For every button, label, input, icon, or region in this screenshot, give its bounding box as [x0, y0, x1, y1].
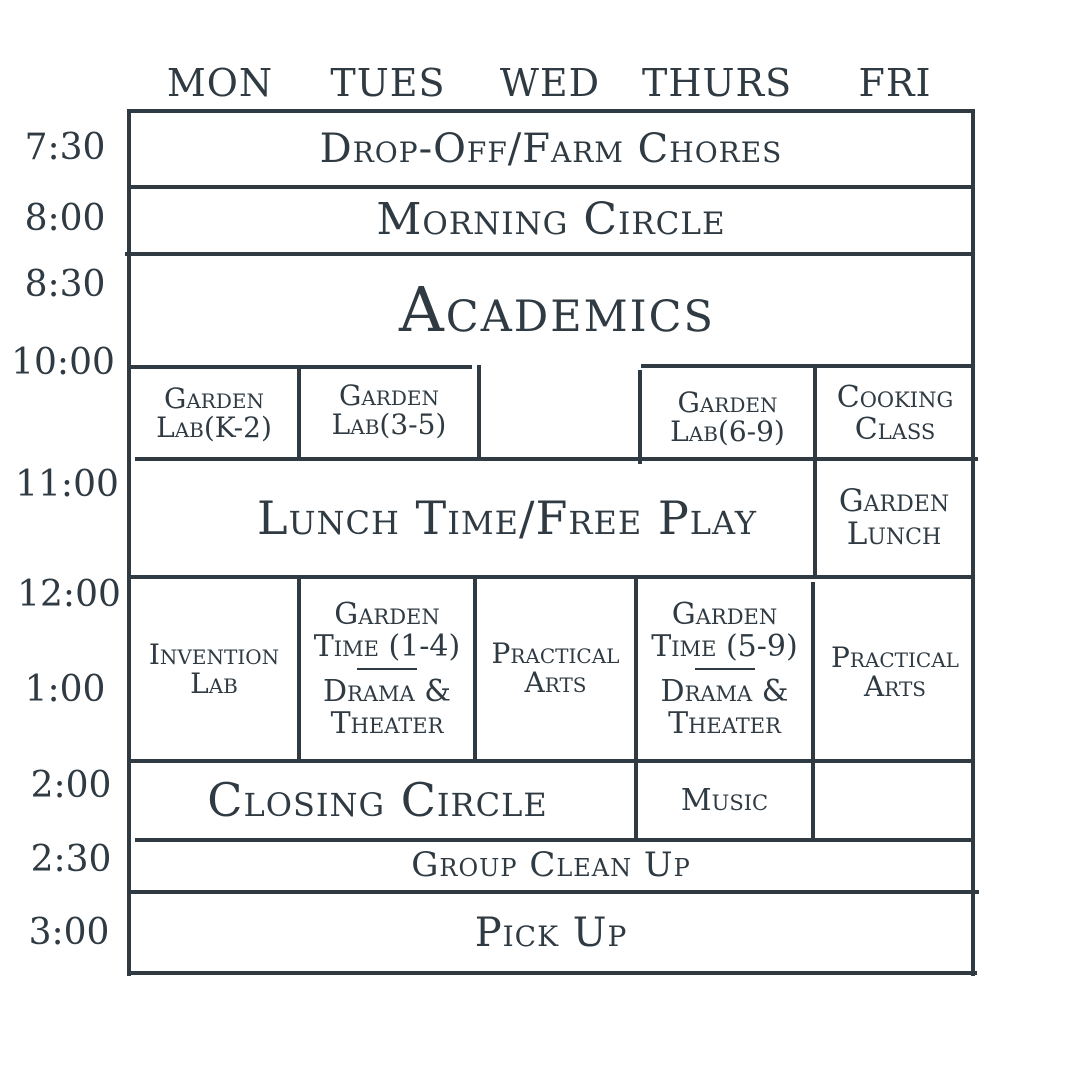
divider [695, 668, 755, 670]
time-label-1100: 11:00 [15, 464, 119, 505]
block-label-line1: Invention [148, 637, 280, 671]
block-label: Drop-Off/Farm Chores [319, 126, 783, 172]
block-label: Lunch Time/Free Play [257, 490, 757, 545]
block-label: Academics [399, 273, 715, 347]
block-garden-lunch [817, 461, 971, 575]
grid-line [477, 365, 481, 459]
time-label-830: 8:30 [24, 264, 106, 305]
day-header-thurs: THURS [642, 61, 793, 105]
block-label-line2: Class [854, 411, 936, 447]
time-label-100: 1:00 [24, 669, 106, 710]
block-garden-time-drama-thu [638, 579, 811, 759]
day-header-wed: WED [499, 61, 601, 105]
time-label-230: 2:30 [30, 839, 112, 880]
block-label: Pick Up [474, 909, 628, 956]
grid-line [127, 971, 977, 975]
day-header-tues: TUES [330, 61, 446, 105]
block-academics [131, 256, 971, 364]
time-label-1000: 10:00 [11, 342, 115, 383]
block-label-line1: Garden [334, 597, 440, 632]
block-label-line2: Lab(K-2) [156, 411, 272, 444]
block-label-line2: Lab(6-9) [670, 415, 785, 448]
block-label-line1: Practical [831, 641, 959, 674]
block-garden-lab-35 [301, 369, 477, 451]
block-label-line2: Time (1-4) [313, 628, 461, 664]
block-practical-arts-fri [815, 579, 975, 759]
block-label-line1: Cooking [836, 380, 954, 415]
grid-line [971, 109, 975, 976]
block-lunch-free-play [131, 461, 813, 575]
block-label-line3: Drama & [323, 674, 451, 709]
block-invention-lab [131, 579, 297, 759]
block-label-line1: Garden [838, 483, 950, 520]
block-pick-up [131, 894, 971, 971]
block-label: Group Clean Up [411, 845, 691, 886]
block-label-line1: Garden [671, 597, 778, 632]
time-label-1200: 12:00 [17, 574, 121, 615]
block-label-line2: Lab(3-5) [331, 408, 447, 441]
block-label: Morning Circle [376, 194, 726, 246]
block-group-clean-up [131, 842, 971, 890]
day-header-mon: MON [166, 61, 274, 105]
time-label-300: 3:00 [28, 912, 110, 953]
block-label-line1: Garden [677, 385, 778, 419]
block-practical-arts-wed [477, 579, 634, 759]
block-label-line2: Arts [524, 666, 587, 700]
block-drop-off [131, 113, 971, 185]
block-label-line1: Practical [491, 637, 620, 670]
block-label-line4: Theater [668, 705, 781, 741]
grid-line [641, 364, 975, 368]
block-label: Music [680, 782, 769, 818]
block-music [638, 763, 811, 838]
block-label-line2: Time (5-9) [651, 628, 798, 664]
day-header-fri: FRI [858, 61, 932, 105]
block-label-line4: Theater [330, 705, 444, 741]
block-label-line3: Drama & [660, 674, 789, 709]
block-label-line2: Arts [864, 670, 926, 704]
block-cooking-class [815, 370, 975, 457]
time-label-200: 2:00 [30, 765, 112, 806]
block-label: Closing Circle [207, 773, 548, 828]
block-label-line2: Lab [190, 667, 238, 700]
block-morning-circle [131, 189, 971, 252]
time-label-800: 8:00 [24, 198, 106, 239]
block-closing-circle [131, 763, 634, 838]
block-garden-time-drama-tue [301, 579, 473, 759]
block-label-line1: Garden [338, 378, 439, 412]
time-label-730: 7:30 [24, 127, 106, 168]
block-garden-lab-69 [642, 374, 813, 460]
block-garden-lab-k2 [131, 369, 297, 457]
block-label-line2: Lunch [846, 516, 942, 552]
block-label-line1: Garden [163, 381, 264, 415]
divider [357, 668, 417, 670]
